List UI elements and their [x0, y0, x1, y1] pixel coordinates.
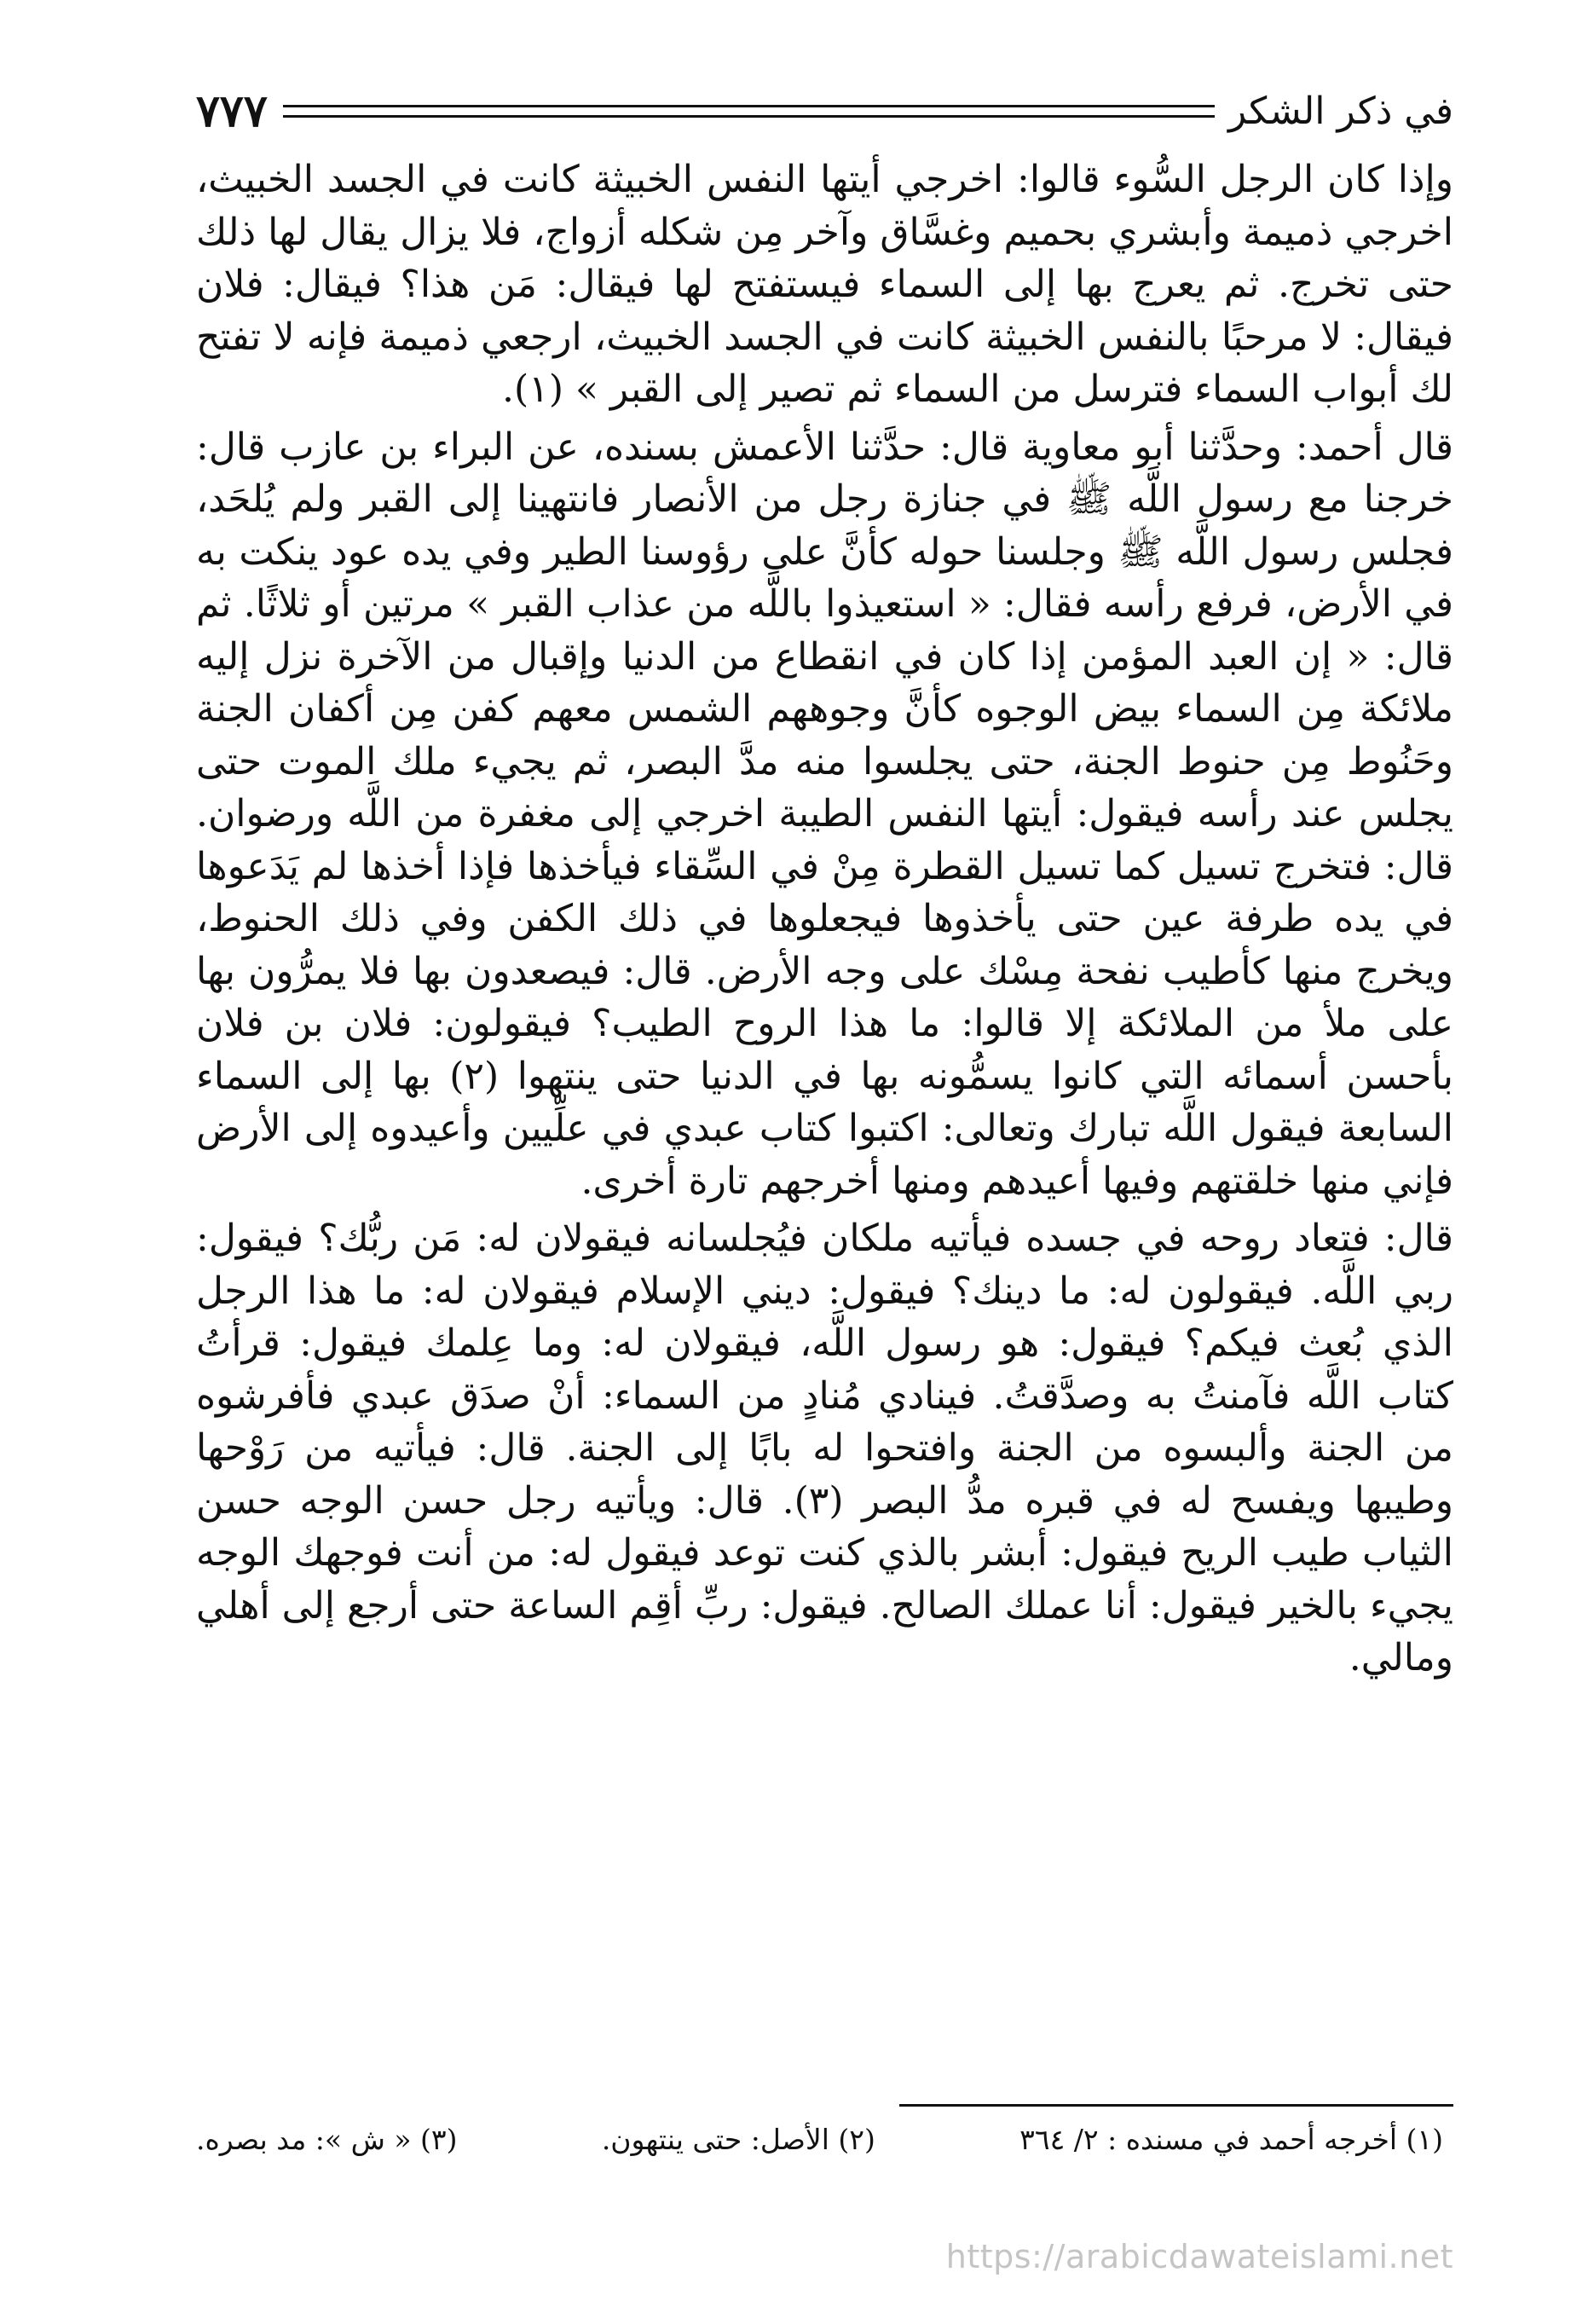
paragraph-2: قال أحمد: وحدَّثنا أبو معاوية قال: حدَّثنا الأعمش بسنده، عن البراء بن عازب قال: خرجنا مع رسول اللَّه ﷺ في جنازة رجل من الأنصار فانتهينا إلى القبر ولم يُلحَد، فجلس رسول اللَّه ﷺ وجلسنا حوله كأنَّ على رؤوسنا الطير وفي يده عود ينكت به في الأرض، فرفع رأسه فقال: « استعيذوا باللَّه من عذاب القبر » مرتين أو ثلاثًا. ثم قال: « إن العبد المؤمن إذا كان في انقطاع من الدنيا وإقبال من الآخرة نزل إليه ملائكة مِن السماء بيض الوجوه كأنَّ وجوههم الشمس معهم كفن مِن أكفان الجنة وحَنُوط مِن حنوط الجنة، حتى يجلسوا منه مدَّ البصر، ثم يجيء ملك الموت حتى يجلس عند رأسه فيقول: أيتها النفس الطيبة اخرجي إلى مغفرة من اللَّه ورضوان. قال: فتخرج تسيل كما تسيل القطرة مِنْ في السِّقاء فيأخذها فإذا أخذها لم يَدَعوها في يده طرفة عين حتى يأخذوها فيجعلوها في ذلك الكفن وفي ذلك الحنوط، ويخرج منها كأطيب نفحة مِسْك على وجه الأرض. قال: فيصعدون بها فلا يمرُّون بها على ملأ من الملائكة إلا قالوا: ما هذا الروح الطيب؟ فيقولون: فلان بن فلان بأحسن أسمائه التي كانوا يسمُّونه بها في الدنيا حتى ينتهوا (٢) بها إلى السماء السابعة فيقول اللَّه تبارك وتعالى: اكتبوا كتاب عبدي في علِّيين وأعيدوه إلى الأرض فإني منها خلقتهم وفيها أعيدهم ومنها أخرجهم تارة أخرى. [196, 425, 1454, 1203]
footnotes [196, 2123, 1443, 2156]
footnote-1: (١) أخرجه أحمد في مسنده : ٢/ ٣٦٤ [1019, 2123, 1443, 2156]
footnote-2: (٢) الأصل: حتى ينتهون. [601, 2123, 875, 2156]
main-text [196, 153, 1453, 1690]
running-header [196, 81, 1453, 141]
footnote-3: (٣) « ش »: مد بصره. [196, 2123, 458, 2156]
footnote-separator [899, 2104, 1453, 2107]
header-double-rule [283, 105, 1215, 118]
chapter-title: في ذكر الشكر [1228, 89, 1453, 133]
site-watermark: https://arabicdawateislami.net [945, 2238, 1453, 2275]
page-number: ٧٧٧ [196, 84, 268, 137]
paragraph-1: وإذا كان الرجل السُّوء قالوا: اخرجي أيتها النفس الخبيثة كانت في الجسد الخبيث، اخرجي ذميمة وأبشري بحميم وغسَّاق وآخر مِن شكله أزواج، فلا يزال يقال لها ذلك حتى تخرج. ثم يعرج بها إلى السماء فيستفتح لها فيقال: مَن هذا؟ فيقال: فلان فيقال: لا مرحبًا بالنفس الخبيثة كانت في الجسد الخبيث، ارجعي ذميمة فإنه لا تفتح لك أبواب السماء فترسل من السماء ثم تصير إلى القبر » (١). [196, 158, 1453, 411]
paragraph-3: قال: فتعاد روحه في جسده فيأتيه ملكان فيُجلسانه فيقولان له: مَن ربُّك؟ فيقول: ربي اللَّه. فيقولون له: ما دينك؟ فيقول: ديني الإسلام فيقولان له: ما هذا الرجل الذي بُعث فيكم؟ فيقول: هو رسول اللَّه، فيقولان له: وما عِلمك فيقول: قرأتُ كتاب اللَّه فآمنتُ به وصدَّقتُ. فينادي مُنادٍ من السماء: أنْ صدَق عبدي فأفرشوه من الجنة وألبسوه من الجنة وافتحوا له بابًا إلى الجنة. قال: فيأتيه من رَوْحها وطيبها ويفسح له في قبره مدُّ البصر (٣). قال: ويأتيه رجل حسن الوجه حسن الثياب طيب الريح فيقول: أبشر بالذي كنت توعد فيقول له: من أنت فوجهك الوجه يجيء بالخير فيقول: أنا عملك الصالح. فيقول: ربِّ أقِم الساعة حتى أرجع إلى أهلي ومالي. [196, 1217, 1453, 1679]
